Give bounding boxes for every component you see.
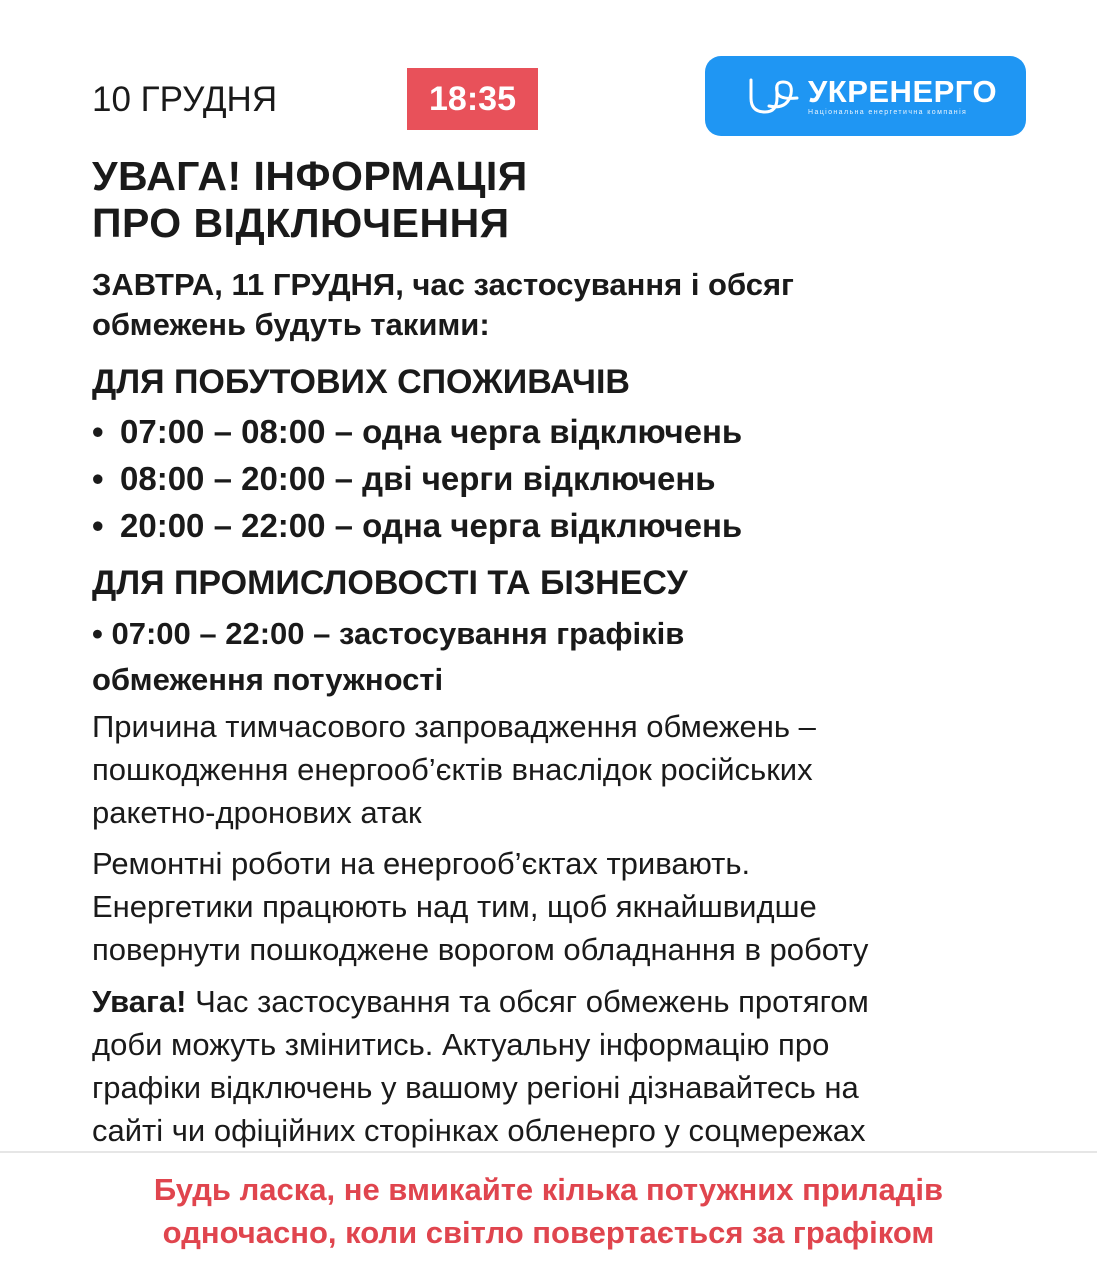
repairs-paragraph: Ремонтні роботи на енергооб’єктах тривають. Енергетики працюють над тим, щоб якнайшвидше повернути пошкоджене ворогом обладнання в роботу	[92, 846, 869, 967]
date-label: 10 ГРУДНЯ	[92, 80, 278, 119]
warning-paragraph: Увага! Час застосування та обсяг обмежень протягом доби можуть змінитись. Актуальну інформацію про графіки відключень у вашому регіоні дізнавайтесь на сайті чи офіційних сторінках обленерго у соцмережах	[92, 984, 869, 1148]
page-title	[92, 153, 528, 247]
logo-tagline: Національна енергетична компанія	[808, 109, 968, 116]
households-schedule	[92, 408, 742, 549]
reason-paragraph: Причина тимчасового запровадження обмежень – пошкодження енергооб’єктів внаслідок російських ракетно-дронових атак	[92, 709, 816, 830]
intro-line: ЗАВТРА, 11 ГРУДНЯ, час застосування і обсяг	[92, 267, 794, 302]
business-heading: ДЛЯ ПРОМИСЛОВОСТІ ТА БІЗНЕСУ	[92, 564, 688, 602]
footer-notice: Будь ласка, не вмикайте кілька потужних приладів одночасно, коли світло повертається за графіком	[153, 1172, 944, 1250]
bullet: •	[92, 413, 104, 450]
ukrenergo-logo-icon	[747, 76, 801, 116]
business-line: обмеження потужності	[92, 662, 444, 697]
footer-divider	[0, 1151, 1097, 1153]
title-line: УВАГА! ІНФОРМАЦІЯ	[92, 153, 528, 199]
business-line: • 07:00 – 22:00 – застосування графіків	[92, 616, 685, 651]
bullet: •	[92, 507, 104, 544]
schedule-item: • 07:00 – 08:00 – одна черга відключень	[92, 408, 742, 455]
ukrenergo-logo	[705, 56, 1026, 136]
logo-name: УКРЕНЕРГО	[808, 74, 998, 109]
intro-text	[92, 265, 794, 345]
bullet: •	[92, 460, 104, 497]
title-line: ПРО ВІДКЛЮЧЕННЯ	[92, 200, 510, 246]
households-heading: ДЛЯ ПОБУТОВИХ СПОЖИВАЧІВ	[92, 363, 630, 401]
schedule-item: • 20:00 – 22:00 – одна черга відключень	[92, 502, 742, 549]
business-schedule	[92, 611, 684, 703]
schedule-item: • 08:00 – 20:00 – дві черги відключень	[92, 455, 742, 502]
warning-label: Увага!	[92, 984, 187, 1019]
time-badge: 18:35	[407, 68, 538, 130]
intro-line: обмежень будуть такими:	[92, 307, 490, 342]
